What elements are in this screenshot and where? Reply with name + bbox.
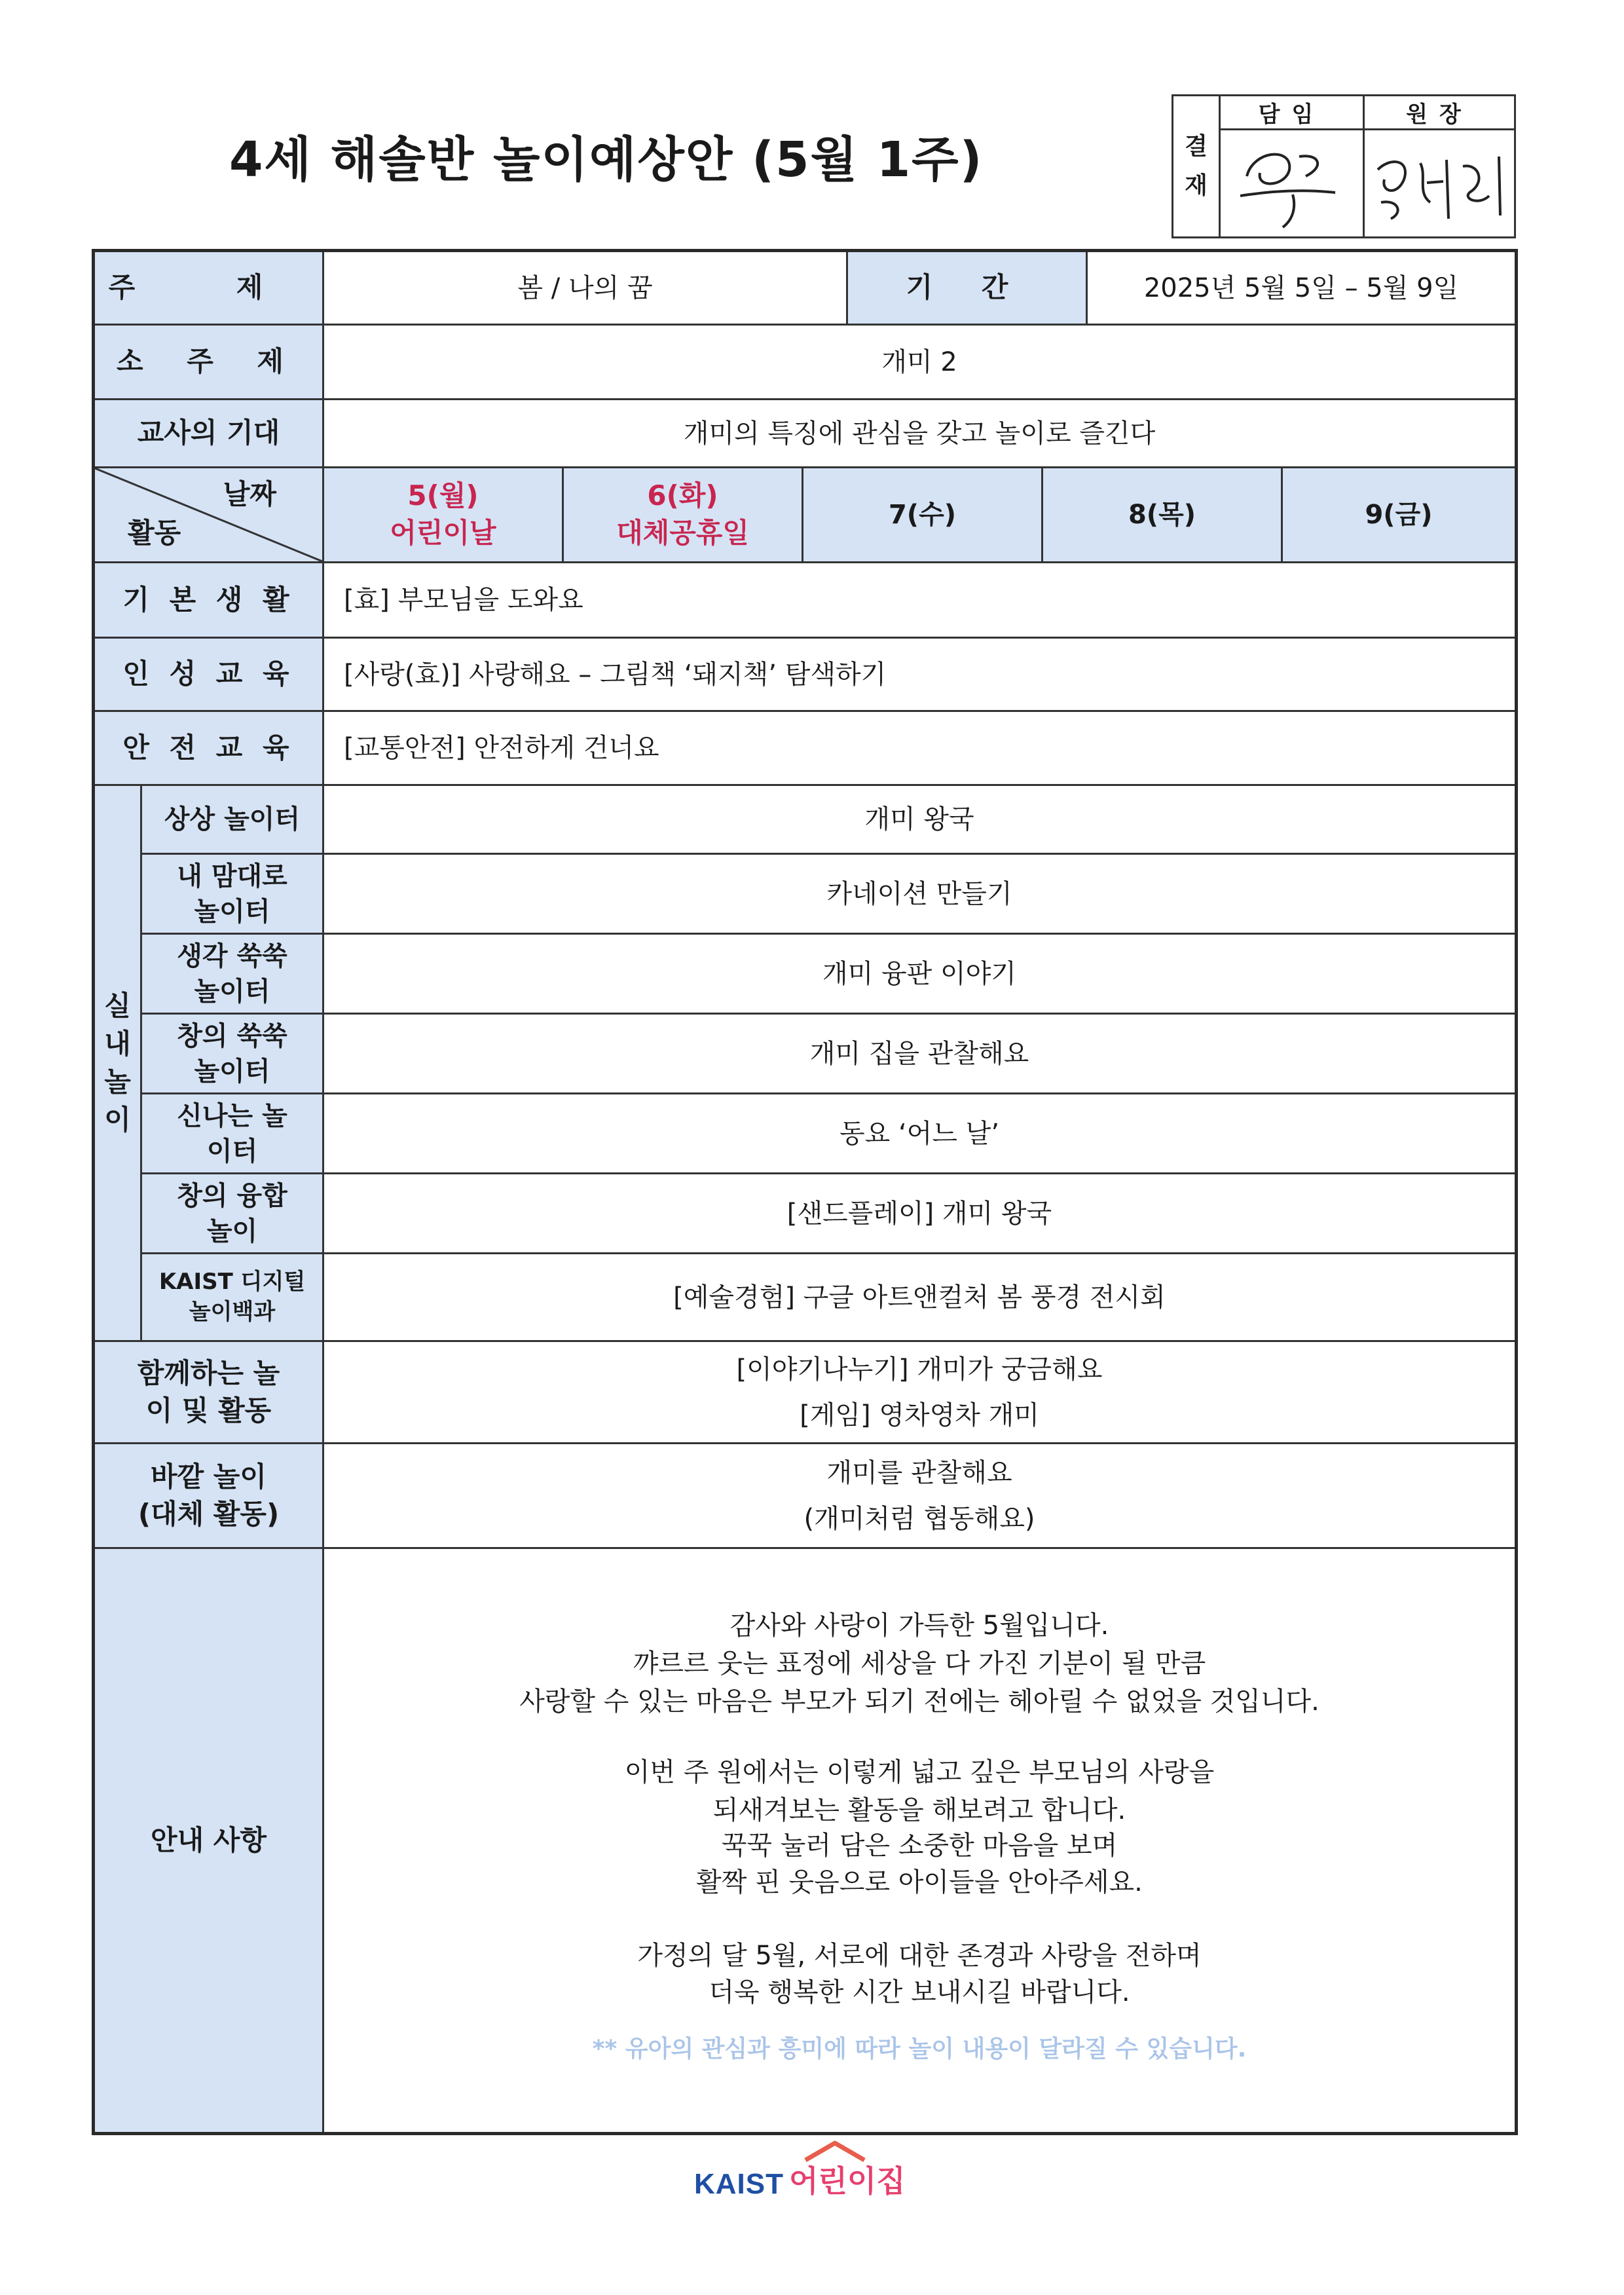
indoor-item-value: 개미 왕국 xyxy=(324,786,1515,855)
indoor-item-label: KAIST 디지털 놀이백과 xyxy=(142,1254,324,1342)
indoor-label-char: 실 xyxy=(104,990,131,1022)
indoor-item-value: [예술경험] 구글 아트앤컬처 봄 풍경 전시회 xyxy=(324,1254,1515,1342)
director-signature xyxy=(1365,130,1514,236)
indoor-item-value: 카네이션 만들기 xyxy=(324,855,1515,935)
notice-disclaimer: ** 유아의 관심과 흥미에 따라 놀이 내용이 달라질 수 있습니다. xyxy=(592,2036,1247,2062)
outdoor-play-line: 개미를 관찰해요 xyxy=(826,1457,1012,1488)
approval-side-char: 결 xyxy=(1185,133,1208,160)
subtheme-label: 소 주 제 xyxy=(95,326,324,400)
notice-content xyxy=(324,1549,1515,2132)
safety-edu-label: 안 전 교 육 xyxy=(95,712,324,786)
approval-director-header: 원장 xyxy=(1365,96,1514,130)
logo-kindergarten-text xyxy=(789,2157,906,2201)
approval-teacher-header: 담임 xyxy=(1221,96,1365,130)
expectation-value: 개미의 특징에 관심을 갖고 놀이로 즐긴다 xyxy=(324,400,1515,468)
day-thursday: 8(목) xyxy=(1043,468,1283,563)
notice-label: 안내 사항 xyxy=(95,1549,324,2132)
day-label: 5(월) xyxy=(407,479,479,512)
indoor-item-value: 개미 융판 이야기 xyxy=(324,935,1515,1015)
expectation-label: 교사의 기대 xyxy=(95,400,324,468)
notice-line: 사랑할 수 있는 마음은 부모가 되기 전에는 헤아릴 수 없었을 것입니다. xyxy=(519,1687,1320,1717)
indoor-item-label: 신나는 놀이터 xyxy=(142,1094,324,1174)
notice-line: 감사와 사랑이 가득한 5월입니다. xyxy=(729,1611,1109,1641)
kaist-kindergarten-logo xyxy=(694,2155,930,2201)
teacher-signature-mark xyxy=(1221,130,1361,234)
indoor-play-label xyxy=(95,786,142,1342)
indoor-label-char: 이 xyxy=(104,1104,131,1136)
indoor-item-label: 생각 쑥쑥 놀이터 xyxy=(142,935,324,1015)
theme-label: 주 제 xyxy=(95,252,324,326)
basic-life-value: [효] 부모님을 도와요 xyxy=(324,563,1515,639)
indoor-label-char: 놀 xyxy=(104,1066,131,1098)
logo-kindergarten-label: 어린이집 xyxy=(789,2163,906,2199)
notice-line: 꺄르르 웃는 표정에 세상을 다 가진 기분이 될 만큼 xyxy=(633,1649,1206,1679)
period-label: 기 간 xyxy=(848,252,1088,326)
indoor-item-value: [샌드플레이] 개미 왕국 xyxy=(324,1174,1515,1254)
outdoor-play-label: 바깥 놀이 (대체 활동) xyxy=(95,1444,324,1549)
notice-line: 가정의 달 5월, 서로에 대한 존경과 사랑을 전하며 xyxy=(637,1941,1202,1971)
day-tuesday xyxy=(564,468,803,563)
safety-edu-value: [교통안전] 안전하게 건너요 xyxy=(324,712,1515,786)
notice-line: 활짝 핀 웃음으로 아이들을 안아주세요. xyxy=(696,1867,1143,1897)
outdoor-play-line: (개미처럼 협동해요) xyxy=(803,1503,1035,1534)
teacher-signature xyxy=(1221,130,1365,236)
notice-line: 더욱 행복한 시간 보내시길 바랍니다. xyxy=(709,1977,1130,2007)
date-label: 날짜 xyxy=(223,478,276,510)
together-activity-value xyxy=(324,1342,1515,1444)
together-activity-line: [이야기나누기] 개미가 궁금해요 xyxy=(736,1354,1103,1385)
activity-label: 활동 xyxy=(128,517,181,550)
logo-kaist-text: KAIST xyxy=(694,2168,784,2200)
day-holiday-note: 대체공휴일 xyxy=(616,517,749,549)
date-activity-header xyxy=(95,468,324,563)
day-wednesday: 7(수) xyxy=(803,468,1043,563)
period-value: 2025년 5월 5일 – 5월 9일 xyxy=(1088,252,1515,326)
notice-line: 되새겨보는 활동을 해보려고 합니다. xyxy=(712,1795,1126,1825)
notice-line: 이번 주 원에서는 이렇게 넓고 깊은 부모님의 사랑을 xyxy=(624,1757,1215,1787)
notice-line: 꾹꾹 눌러 담은 소중한 마음을 보며 xyxy=(721,1831,1118,1861)
character-edu-label: 인 성 교 육 xyxy=(95,639,324,712)
outdoor-play-value xyxy=(324,1444,1515,1549)
day-holiday-note: 어린이날 xyxy=(390,517,496,549)
day-friday: 9(금) xyxy=(1283,468,1515,563)
indoor-item-value: 개미 집을 관찰해요 xyxy=(324,1015,1515,1094)
plan-table xyxy=(92,249,1518,2135)
indoor-item-label: 창의 융합 놀이 xyxy=(142,1174,324,1254)
together-activity-label: 함께하는 놀이 및 활동 xyxy=(95,1342,324,1444)
director-signature-mark xyxy=(1365,130,1514,234)
day-monday xyxy=(324,468,564,563)
indoor-item-label: 상상 놀이터 xyxy=(142,786,324,855)
approval-side-label xyxy=(1173,96,1221,236)
together-activity-line: [게임] 영차영차 개미 xyxy=(800,1400,1039,1430)
house-roof-icon xyxy=(802,2140,868,2163)
page-title: 4세 해솔반 놀이예상안 (5월 1주) xyxy=(229,132,984,188)
character-edu-value: [사랑(효)] 사랑해요 – 그림책 ‘돼지책’ 탐색하기 xyxy=(324,639,1515,712)
indoor-label-char: 내 xyxy=(104,1028,131,1060)
basic-life-label: 기 본 생 활 xyxy=(95,563,324,639)
subtheme-value: 개미 2 xyxy=(324,326,1515,400)
approval-side-char: 재 xyxy=(1185,172,1208,199)
approval-box xyxy=(1172,94,1516,238)
day-label: 6(화) xyxy=(647,479,718,512)
indoor-item-value: 동요 ‘어느 날’ xyxy=(324,1094,1515,1174)
theme-value: 봄 / 나의 꿈 xyxy=(324,252,848,326)
indoor-item-label: 창의 쑥쑥 놀이터 xyxy=(142,1015,324,1094)
indoor-item-label: 내 맘대로 놀이터 xyxy=(142,855,324,935)
